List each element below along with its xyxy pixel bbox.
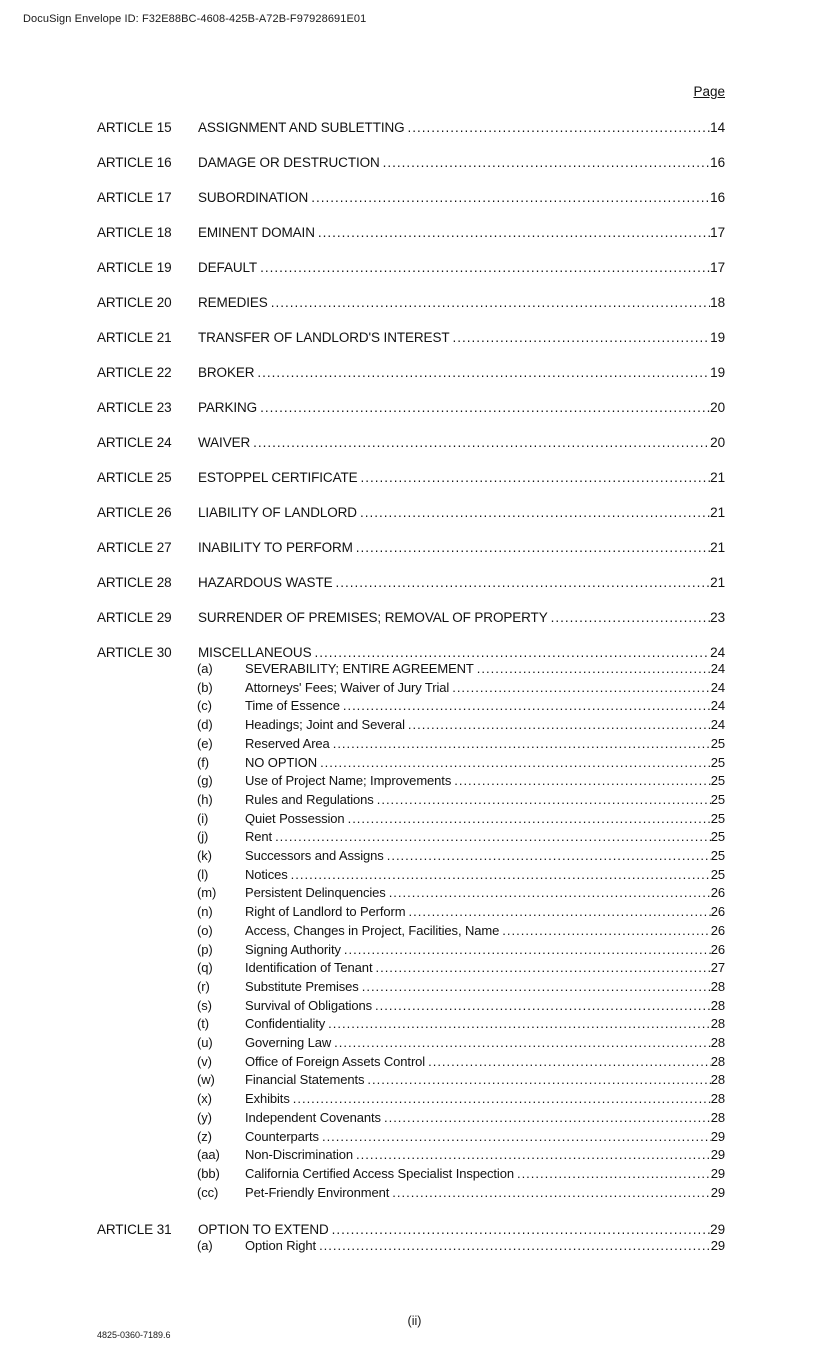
dot-leader	[517, 1165, 711, 1184]
subitem-page-number: 29	[710, 1165, 725, 1181]
toc-subitem-row	[97, 1184, 725, 1203]
toc-article-row	[97, 540, 725, 556]
article-title: ASSIGNMENT AND SUBLETTING	[198, 119, 405, 135]
article-page-number: 14	[710, 119, 725, 135]
toc-subitem-row	[97, 1071, 725, 1090]
article-title: DAMAGE OR DESTRUCTION	[198, 154, 380, 170]
dot-leader	[408, 120, 711, 136]
toc-article-row	[97, 295, 725, 311]
toc-subitem-row	[97, 847, 725, 866]
article-label: ARTICLE 15	[97, 119, 172, 135]
subitem-title: Attorneys' Fees; Waiver of Jury Trial	[245, 679, 450, 695]
subitem-letter: (a)	[197, 661, 213, 676]
dot-leader	[452, 679, 711, 698]
subitem-page-number: 25	[710, 829, 725, 845]
dot-leader	[348, 810, 711, 829]
table-of-contents	[97, 84, 725, 1256]
dot-leader	[334, 1034, 711, 1053]
footer-page-number: (ii)	[407, 1314, 422, 1328]
toc-article-row	[97, 330, 725, 346]
article-label: ARTICLE 16	[97, 154, 172, 170]
subitem-page-number: 28	[710, 978, 725, 994]
dot-leader	[375, 959, 710, 978]
subitem-page-number: 26	[710, 922, 725, 938]
subitem-letter: (b)	[197, 679, 213, 695]
article-page-number: 21	[710, 539, 725, 555]
subitem-page-number: 29	[710, 1128, 725, 1144]
subitem-page-number: 24	[710, 698, 725, 714]
subitem-page-number: 28	[710, 1035, 725, 1051]
toc-subitem-row	[97, 697, 725, 716]
dot-leader	[389, 884, 711, 903]
subitem-page-number: 28	[710, 997, 725, 1013]
article-page-number: 19	[710, 329, 725, 345]
subitem-letter: (v)	[197, 1053, 212, 1069]
toc-subitem-row	[97, 679, 725, 698]
article-label: ARTICLE 17	[97, 189, 172, 205]
article-title: SURRENDER OF PREMISES; REMOVAL OF PROPERTY	[198, 609, 548, 625]
article-page-number: 19	[710, 364, 725, 380]
page-column-header-label: Page	[693, 84, 725, 99]
subitem-title: Identification of Tenant	[245, 960, 373, 976]
toc-article-row	[97, 260, 725, 276]
toc-article-row	[97, 190, 725, 206]
article-title: SUBORDINATION	[198, 189, 309, 205]
toc-subitem-row	[97, 903, 725, 922]
toc-article-row	[97, 365, 725, 381]
subitem-page-number: 24	[710, 661, 725, 676]
subitem-title: Option Right	[245, 1238, 317, 1254]
subitem-title: Right of Landlord to Perform	[245, 904, 406, 920]
subitem-letter: (h)	[197, 791, 213, 807]
article-title: OPTION TO EXTEND	[198, 1221, 329, 1237]
subitem-page-number: 25	[710, 810, 725, 826]
subitem-letter: (bb)	[197, 1165, 220, 1181]
subitem-page-number: 28	[710, 1072, 725, 1088]
subitem-page-number: 26	[710, 941, 725, 957]
subitem-page-number: 25	[710, 773, 725, 789]
dot-leader	[343, 697, 711, 716]
article-title: DEFAULT	[198, 259, 258, 275]
subitem-title: Substitute Premises	[245, 978, 359, 994]
dot-leader	[360, 505, 710, 521]
toc-article-row	[97, 575, 725, 591]
dot-leader	[387, 847, 711, 866]
article-title: PARKING	[198, 399, 258, 415]
article-title: ESTOPPEL CERTIFICATE	[198, 469, 358, 485]
article-title: BROKER	[198, 364, 255, 380]
subitem-title: Headings; Joint and Several	[245, 717, 405, 733]
subitem-letter: (k)	[197, 848, 212, 864]
dot-leader	[253, 435, 710, 451]
article-title: HAZARDOUS WASTE	[198, 574, 333, 590]
toc-subitem-row	[97, 1090, 725, 1109]
subitem-page-number: 29	[710, 1238, 725, 1254]
subitem-title: Financial Statements	[245, 1072, 365, 1088]
dot-leader	[453, 330, 711, 346]
dot-leader	[344, 941, 711, 960]
dot-leader	[291, 866, 711, 885]
article-title: LIABILITY OF LANDLORD	[198, 504, 357, 520]
subitem-letter: (aa)	[197, 1147, 220, 1163]
article-label: ARTICLE 22	[97, 364, 172, 380]
subitem-title: Signing Authority	[245, 941, 341, 957]
dot-leader	[257, 365, 710, 381]
dot-leader	[260, 400, 710, 416]
subitem-page-number: 27	[710, 960, 725, 976]
subitem-page-number: 26	[710, 885, 725, 901]
toc-subitem-row	[97, 810, 725, 829]
dot-leader	[275, 828, 711, 847]
subitem-letter: (n)	[197, 904, 213, 920]
article-label: ARTICLE 21	[97, 329, 172, 345]
toc-article-row	[97, 155, 725, 171]
toc-subitem-row	[97, 1128, 725, 1147]
subitem-title: Non-Discrimination	[245, 1147, 354, 1163]
subitem-title: SEVERABILITY; ENTIRE AGREEMENT	[245, 661, 474, 676]
toc-subitem-row	[97, 1034, 725, 1053]
subitem-title: Persistent Delinquencies	[245, 885, 386, 901]
dot-leader	[409, 903, 711, 922]
article-label: ARTICLE 30	[97, 644, 172, 660]
article-page-number: 20	[710, 434, 725, 450]
subitem-title: Confidentiality	[245, 1016, 326, 1032]
article-label: ARTICLE 20	[97, 294, 172, 310]
toc-article-row	[97, 400, 725, 416]
subitem-title: Reserved Area	[245, 735, 330, 751]
dot-leader	[375, 997, 711, 1016]
subitem-title: Counterparts	[245, 1128, 319, 1144]
toc-article-row	[97, 470, 725, 486]
article-page-number: 16	[710, 189, 725, 205]
toc-subitem-row	[97, 959, 725, 978]
article-page-number: 21	[710, 574, 725, 590]
dot-leader	[318, 225, 710, 241]
subitem-letter: (d)	[197, 717, 213, 733]
subitem-letter: (cc)	[197, 1184, 219, 1200]
dot-leader	[454, 772, 711, 791]
toc-subitem-row	[97, 754, 725, 773]
article-page-number: 18	[710, 294, 725, 310]
subitem-page-number: 29	[710, 1147, 725, 1163]
dot-leader	[333, 735, 711, 754]
subitem-page-number: 28	[710, 1016, 725, 1032]
dot-leader	[551, 610, 711, 626]
subitem-page-number: 25	[710, 735, 725, 751]
subitem-page-number: 25	[710, 866, 725, 882]
toc-list	[97, 120, 725, 1257]
subitem-letter: (f)	[197, 754, 209, 770]
toc-article-row	[97, 505, 725, 521]
article-label: ARTICLE 19	[97, 259, 172, 275]
dot-leader	[314, 645, 710, 661]
dot-leader	[319, 1237, 711, 1256]
dot-leader	[336, 575, 711, 591]
toc-subitem-row	[97, 941, 725, 960]
article-title: MISCELLANEOUS	[198, 644, 312, 660]
article-title: WAIVER	[198, 434, 251, 450]
subitem-letter: (y)	[197, 1109, 212, 1125]
article-title: INABILITY TO PERFORM	[198, 539, 353, 555]
article-label: ARTICLE 26	[97, 504, 172, 520]
toc-subitem-row	[97, 1146, 725, 1165]
article-label: ARTICLE 23	[97, 399, 172, 415]
subitem-title: Quiet Possession	[245, 810, 345, 826]
dot-leader	[362, 978, 711, 997]
article-label: ARTICLE 31	[97, 1221, 172, 1237]
subitem-letter: (j)	[197, 829, 209, 845]
subitem-title: Governing Law	[245, 1035, 332, 1051]
toc-subitem-row	[97, 791, 725, 810]
article-page-number: 21	[710, 469, 725, 485]
toc-subitem-row	[97, 716, 725, 735]
toc-article-row	[97, 610, 725, 626]
dot-leader	[356, 540, 710, 556]
subitem-title: Notices	[245, 866, 288, 882]
toc-subitem-row	[97, 1015, 725, 1034]
dot-leader	[356, 1146, 711, 1165]
toc-subitem-row	[97, 828, 725, 847]
subitem-page-number: 25	[710, 754, 725, 770]
dot-leader	[383, 155, 711, 171]
dot-leader	[428, 1053, 711, 1072]
article-title: TRANSFER OF LANDLORD'S INTEREST	[198, 329, 450, 345]
subitem-letter: (q)	[197, 960, 213, 976]
article-page-number: 29	[710, 1221, 725, 1237]
article-page-number: 17	[710, 224, 725, 240]
subitem-page-number: 28	[710, 1091, 725, 1107]
subitem-letter: (l)	[197, 866, 209, 882]
subitem-title: Use of Project Name; Improvements	[245, 773, 452, 789]
dot-leader	[392, 1184, 710, 1203]
toc-subitem-row	[97, 866, 725, 885]
dot-leader	[311, 190, 710, 206]
subitem-page-number: 24	[710, 717, 725, 733]
article-page-number: 20	[710, 399, 725, 415]
article-label: ARTICLE 28	[97, 574, 172, 590]
article-title: EMINENT DOMAIN	[198, 224, 315, 240]
subitem-page-number: 28	[710, 1109, 725, 1125]
article-label: ARTICLE 27	[97, 539, 172, 555]
subitem-title: NO OPTION	[245, 754, 318, 770]
article-page-number: 24	[710, 644, 725, 660]
toc-subitem-row	[97, 772, 725, 791]
page-column-header	[97, 84, 725, 100]
subitem-title: Time of Essence	[245, 698, 340, 714]
toc-subitem-row	[97, 1109, 725, 1128]
subitem-letter: (u)	[197, 1035, 213, 1051]
dot-leader	[361, 470, 711, 486]
dot-leader	[408, 716, 711, 735]
dot-leader	[320, 754, 711, 773]
subitem-letter: (s)	[197, 997, 212, 1013]
dot-leader	[332, 1222, 711, 1238]
article-page-number: 21	[710, 504, 725, 520]
subitem-title: Pet-Friendly Environment	[245, 1184, 390, 1200]
subitem-title: Survival of Obligations	[245, 997, 373, 1013]
article-page-number: 16	[710, 154, 725, 170]
subitem-title: Office of Foreign Assets Control	[245, 1053, 426, 1069]
subitem-letter: (x)	[197, 1091, 212, 1107]
dot-leader	[384, 1109, 711, 1128]
toc-article-row	[97, 435, 725, 451]
toc-subitem-row	[97, 884, 725, 903]
toc-subitem-row	[97, 922, 725, 941]
subitem-page-number: 24	[710, 679, 725, 695]
article-page-number: 23	[710, 609, 725, 625]
dot-leader	[260, 260, 710, 276]
dot-leader	[328, 1015, 711, 1034]
toc-subitem-row	[97, 735, 725, 754]
article-label: ARTICLE 18	[97, 224, 172, 240]
toc-article-row	[97, 645, 725, 661]
toc-subitem-row	[97, 997, 725, 1016]
subitem-page-number: 25	[710, 791, 725, 807]
dot-leader	[367, 1071, 710, 1090]
subitem-letter: (m)	[197, 885, 217, 901]
article-label: ARTICLE 29	[97, 609, 172, 625]
dot-leader	[477, 660, 711, 679]
subitem-title: Access, Changes in Project, Facilities, Name	[245, 922, 500, 938]
subitem-letter: (a)	[197, 1238, 213, 1254]
article-label: ARTICLE 25	[97, 469, 172, 485]
article-page-number: 17	[710, 259, 725, 275]
article-label: ARTICLE 24	[97, 434, 172, 450]
subitem-page-number: 29	[710, 1184, 725, 1200]
subitem-letter: (i)	[197, 810, 209, 826]
dot-leader	[377, 791, 711, 810]
subitem-title: Rent	[245, 829, 273, 845]
subitem-letter: (p)	[197, 941, 213, 957]
subitem-title: Exhibits	[245, 1091, 290, 1107]
article-title: REMEDIES	[198, 294, 268, 310]
toc-subitem-row	[97, 1237, 725, 1256]
docusign-envelope-id: DocuSign Envelope ID: F32E88BC-4608-425B-A72B-F97928691E01	[23, 13, 367, 25]
subitem-letter: (c)	[197, 698, 212, 714]
subitem-page-number: 25	[710, 848, 725, 864]
subitem-letter: (g)	[197, 773, 213, 789]
subitem-title: Rules and Regulations	[245, 791, 374, 807]
toc-subitem-row	[97, 660, 725, 679]
toc-article-row	[97, 120, 725, 136]
subitem-letter: (t)	[197, 1016, 209, 1032]
toc-article-row	[97, 1222, 725, 1238]
subitem-page-number: 28	[710, 1053, 725, 1069]
toc-subitem-row	[97, 1165, 725, 1184]
subitem-letter: (e)	[197, 735, 213, 751]
subitem-title: California Certified Access Specialist Inspection	[245, 1165, 514, 1181]
toc-subitem-row	[97, 978, 725, 997]
subitem-letter: (z)	[197, 1128, 212, 1144]
subitem-title: Successors and Assigns	[245, 848, 384, 864]
dot-leader	[271, 295, 710, 311]
toc-subitem-row	[97, 1053, 725, 1072]
subitem-letter: (o)	[197, 922, 213, 938]
subitem-page-number: 26	[710, 904, 725, 920]
subitem-letter: (w)	[197, 1072, 215, 1088]
dot-leader	[293, 1090, 711, 1109]
toc-article-row	[97, 225, 725, 241]
subitem-title: Independent Covenants	[245, 1109, 381, 1125]
footer-document-number: 4825-0360-7189.6	[97, 1330, 171, 1340]
subitem-letter: (r)	[197, 978, 210, 994]
dot-leader	[502, 922, 710, 941]
dot-leader	[322, 1128, 711, 1147]
